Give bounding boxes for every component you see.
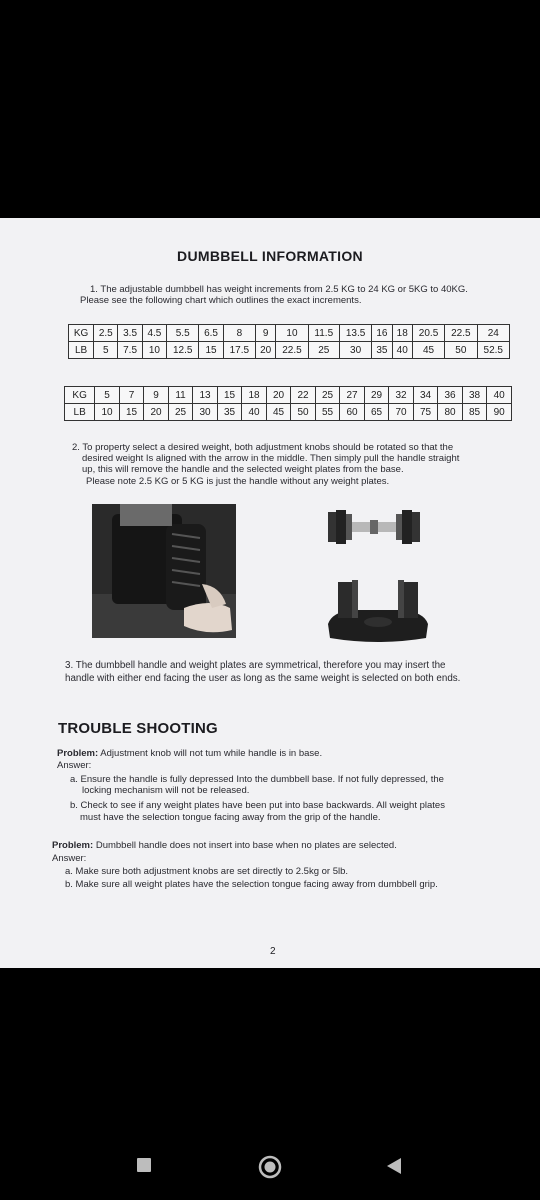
table-cell: 40 (392, 342, 412, 359)
table-cell: 50 (291, 404, 316, 421)
table-cell: 32 (389, 387, 414, 404)
table-cell: 9 (256, 325, 276, 342)
table-cell: 2.5 (94, 325, 118, 342)
step2-line-4: Please note 2.5 KG or 5 KG is just the handle without any weight plates. (86, 476, 390, 487)
table-row (65, 387, 512, 404)
table-cell: 17.5 (223, 342, 255, 359)
table-cell: 25 (308, 342, 339, 359)
square-icon[interactable] (136, 1157, 152, 1178)
table-cell: 25 (315, 387, 340, 404)
dumbbell-hand-photo (92, 504, 236, 638)
table-cell: 9 (144, 387, 169, 404)
table-cell: 5 (95, 387, 120, 404)
table-cell: 22.5 (445, 325, 477, 342)
step2-line-1: 2. To property select a desired weight, both adjustment knobs should be rotated so that the (72, 442, 454, 453)
table-cell: 13 (193, 387, 218, 404)
table-cell: 7.5 (118, 342, 142, 359)
table-cell: 18 (242, 387, 267, 404)
table-cell: 10 (95, 404, 120, 421)
table-cell: 55 (315, 404, 340, 421)
table-cell: 40 (242, 404, 267, 421)
problem1-answer-b1: b. Check to see if any weight plates have been put into base backwards. All weight plates (70, 800, 445, 811)
table-cell: 18 (392, 325, 412, 342)
table-cell: 80 (438, 404, 463, 421)
step2-line-3: up, this will remove the handle and the selected weight plates from the base. (82, 464, 404, 475)
table-row (69, 325, 510, 342)
problem1-answer-b2: must have the selection tongue facing away from the grip of the handle. (80, 812, 381, 823)
problem1-answer-a2: locking mechanism will not be released. (82, 785, 250, 796)
system-nav-bar (0, 1135, 540, 1200)
circle-icon[interactable] (258, 1155, 282, 1184)
table-cell: 11.5 (308, 325, 339, 342)
table-cell: 34 (413, 387, 438, 404)
problem2-answer-a1: a. Make sure both adjustment knobs are set directly to 2.5kg or 5lb. (65, 866, 349, 877)
table-cell: 10 (142, 342, 166, 359)
table-cell: 20.5 (412, 325, 444, 342)
table-cell: 30 (193, 404, 218, 421)
table-cell: 36 (438, 387, 463, 404)
table-cell: 27 (340, 387, 365, 404)
table-cell: 25 (168, 404, 193, 421)
step2-line-2: desired weight Is aligned with the arrow in the middle. Then simply pull the handle straight (82, 453, 460, 464)
table-cell: 70 (389, 404, 414, 421)
table-cell: 30 (339, 342, 371, 359)
problem1-label: Problem: (57, 748, 99, 759)
table-cell: 12.5 (167, 342, 199, 359)
table-cell: 65 (364, 404, 389, 421)
table-cell: 4.5 (142, 325, 166, 342)
problem2-answer-b1: b. Make sure all weight plates have the selection tongue facing away from dumbbell grip. (65, 879, 438, 890)
table-cell: 90 (487, 404, 512, 421)
intro-line-1: 1. The adjustable dumbbell has weight increments from 2.5 KG to 24 KG or 5KG to 40KG. (90, 284, 468, 295)
table-cell: LB (69, 342, 94, 359)
intro-line-2: Please see the following chart which outlines the exact increments. (80, 295, 362, 306)
triangle-back-icon[interactable] (385, 1157, 403, 1180)
table-cell: 20 (266, 387, 291, 404)
table-row (69, 342, 510, 359)
problem2-label: Problem: (52, 840, 94, 851)
table-cell: 22 (291, 387, 316, 404)
table-cell: 40 (487, 387, 512, 404)
trouble-shooting-heading: TROUBLE SHOOTING (58, 720, 218, 737)
table-cell: 20 (256, 342, 276, 359)
weight-table-2 (64, 386, 512, 421)
table-cell: 5.5 (167, 325, 199, 342)
table-cell: 11 (168, 387, 193, 404)
table-cell: 52.5 (477, 342, 509, 359)
table-cell: 35 (217, 404, 242, 421)
page-title: DUMBBELL INFORMATION (177, 248, 363, 264)
document-page (0, 218, 540, 968)
table-cell: 45 (412, 342, 444, 359)
table-row (65, 404, 512, 421)
table-cell: 16 (372, 325, 392, 342)
problem1-answer-a1: a. Ensure the handle is fully depressed Into the dumbbell base. If not fully depressed, the (70, 774, 444, 785)
table-cell: 20 (144, 404, 169, 421)
table-cell: LB (65, 404, 95, 421)
step3-line-1: 3. The dumbbell handle and weight plates are symmetrical, therefore you may insert the (65, 660, 446, 671)
problem1-text: Adjustment knob will not tum while handle is in base. (98, 748, 323, 759)
table-cell: 3.5 (118, 325, 142, 342)
weight-table-1 (68, 324, 510, 359)
step3-line-2: handle with either end facing the user as long as the same weight is selected on both ends. (65, 673, 461, 684)
table-cell: 5 (94, 342, 118, 359)
problem1-answer-label: Answer: (57, 760, 92, 771)
table-cell: 15 (199, 342, 223, 359)
table-cell: 10 (276, 325, 308, 342)
table-cell: 13.5 (339, 325, 371, 342)
table-cell: 50 (445, 342, 477, 359)
table-cell: 60 (340, 404, 365, 421)
page-number: 2 (270, 946, 276, 957)
table-cell: KG (69, 325, 94, 342)
problem1-line (57, 748, 322, 759)
table-cell: 7 (119, 387, 144, 404)
problem2-answer-label: Answer: (52, 853, 87, 864)
table-cell: 22.5 (276, 342, 308, 359)
table-cell: 24 (477, 325, 509, 342)
table-cell: 15 (119, 404, 144, 421)
dumbbell-base-photos (322, 500, 434, 650)
problem2-text: Dumbbell handle does not insert into base when no plates are selected. (93, 840, 397, 851)
table-cell: 85 (462, 404, 487, 421)
table-cell: 35 (372, 342, 392, 359)
table-cell: 8 (223, 325, 255, 342)
table-cell: KG (65, 387, 95, 404)
table-cell: 75 (413, 404, 438, 421)
table-cell: 38 (462, 387, 487, 404)
problem2-line (52, 840, 397, 851)
table-cell: 45 (266, 404, 291, 421)
table-cell: 15 (217, 387, 242, 404)
table-cell: 29 (364, 387, 389, 404)
table-cell: 6.5 (199, 325, 223, 342)
